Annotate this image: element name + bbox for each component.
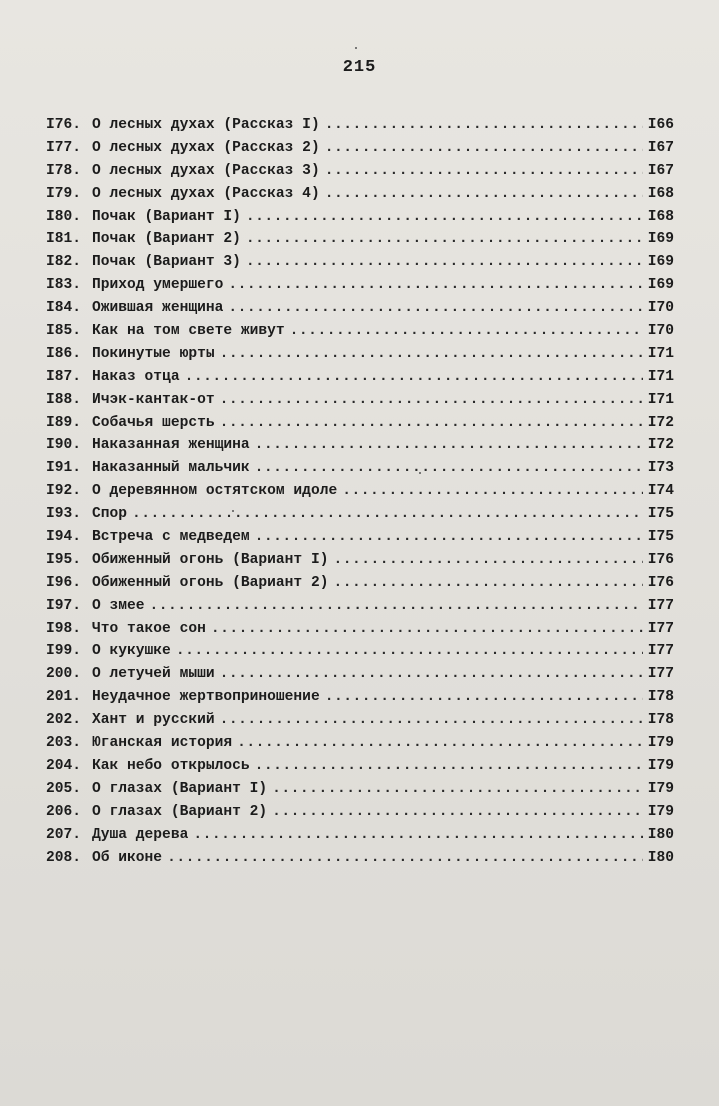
toc-entry-page: I67	[647, 139, 674, 156]
toc-entry-title: Собачья шерсть	[92, 414, 215, 431]
toc-entry	[46, 804, 674, 827]
toc-dot-leader	[255, 529, 643, 545]
toc-entry-number: I94.	[46, 529, 82, 546]
toc-entry-page: I71	[647, 391, 674, 408]
toc-entry	[46, 712, 674, 735]
toc-entry	[46, 460, 674, 483]
toc-entry-number: 208.	[46, 849, 82, 866]
toc-entry-page: I79	[647, 735, 674, 752]
toc-entry-title: Обиженный огонь (Вариант I)	[92, 551, 329, 568]
toc-entry	[46, 186, 674, 209]
toc-entry	[46, 575, 674, 598]
toc-entry	[46, 277, 674, 300]
toc-entry-page: I70	[647, 323, 674, 340]
toc-entry-page: I80	[647, 849, 674, 866]
toc-entry	[46, 850, 674, 873]
toc-entry	[46, 529, 674, 552]
toc-dot-leader	[237, 735, 643, 751]
toc-entry-title: О деревянном остятском идоле	[92, 483, 338, 500]
toc-entry-page: I77	[647, 666, 674, 683]
print-speck	[419, 472, 421, 474]
toc-dot-leader	[272, 804, 643, 820]
toc-entry-page: I69	[647, 254, 674, 271]
toc-entry-number: I90.	[46, 437, 82, 454]
toc-entry-number: I87.	[46, 368, 82, 385]
toc-entry	[46, 598, 674, 621]
toc-entry-number: I76.	[46, 117, 82, 133]
toc-entry-number: I78.	[46, 162, 82, 179]
toc-entry	[46, 369, 674, 392]
toc-entry	[46, 117, 674, 140]
toc-entry-page: I78	[647, 712, 674, 729]
toc-entry-title: О летучей мыши	[92, 666, 215, 683]
toc-entry	[46, 483, 674, 506]
toc-entry-title: Спор	[92, 506, 128, 523]
toc-entry	[46, 209, 674, 232]
toc-entry-number: 203.	[46, 735, 82, 752]
toc-entry-number: 200.	[46, 666, 82, 683]
toc-entry-title: О глазах (Вариант I)	[92, 780, 268, 797]
toc-entry	[46, 254, 674, 277]
toc-dot-leader	[220, 666, 643, 682]
toc-dot-leader	[333, 575, 642, 591]
toc-dot-leader	[228, 300, 642, 316]
toc-entry-page: I69	[647, 277, 674, 294]
toc-entry-number: I86.	[46, 345, 82, 362]
toc-entry-page: I77	[647, 597, 674, 614]
toc-dot-leader	[185, 369, 643, 385]
toc-entry	[46, 346, 674, 369]
page-number: 215	[342, 58, 377, 77]
toc-entry-title: Как небо открылось	[92, 757, 250, 774]
toc-dot-leader	[325, 689, 643, 705]
toc-entry-page: I79	[647, 757, 674, 774]
toc-dot-leader	[246, 254, 643, 270]
toc-entry	[46, 643, 674, 666]
toc-dot-leader	[150, 598, 643, 614]
toc-entry-page: I75	[647, 529, 674, 546]
toc-entry-title: Почак (Вариант 3)	[92, 254, 241, 271]
toc-entry-number: 206.	[46, 803, 82, 820]
toc-entry-title: Встреча с медведем	[92, 529, 250, 546]
toc-entry-page: I78	[647, 689, 674, 706]
toc-dot-leader	[333, 552, 642, 568]
toc-entry-title: Неудачное жертвоприношение	[92, 689, 320, 706]
toc-entry-page: I73	[647, 460, 674, 477]
toc-entry-number: I80.	[46, 208, 82, 225]
toc-entry-number: 207.	[46, 826, 82, 843]
toc-dot-leader	[342, 483, 643, 499]
toc-entry-title: Душа дерева	[92, 826, 189, 843]
toc-entry-number: I97.	[46, 597, 82, 614]
toc-entry-title: О лесных духах (Рассказ 3)	[92, 162, 320, 179]
toc-entry-title: О кукушке	[92, 643, 171, 660]
toc-entry	[46, 415, 674, 438]
toc-entry-page: I68	[647, 208, 674, 225]
toc-entry-title: Ичэк-кантак-от	[92, 391, 215, 408]
toc-entry-page: I77	[647, 620, 674, 637]
toc-entry-number: I98.	[46, 620, 82, 637]
toc-dot-leader	[325, 186, 643, 202]
toc-entry-number: 205.	[46, 780, 82, 797]
toc-entry-number: I89.	[46, 414, 82, 431]
print-speck	[232, 510, 234, 512]
toc-entry-title: Почак (Вариант I)	[92, 208, 241, 225]
toc-entry-title: О змее	[92, 597, 145, 614]
toc-entry	[46, 231, 674, 254]
toc-entry-number: 202.	[46, 712, 82, 729]
toc-entry-title: Покинутые юрты	[92, 345, 215, 362]
toc-dot-leader	[246, 209, 643, 225]
toc-entry-number: 201.	[46, 689, 82, 706]
toc-entry	[46, 758, 674, 781]
toc-dot-leader	[255, 758, 643, 774]
toc-entry-title: Что такое сон	[92, 620, 206, 637]
toc-entry-title: Наказ отца	[92, 368, 180, 385]
toc-entry	[46, 666, 674, 689]
toc-entry-page: I72	[647, 437, 674, 454]
toc-entry	[46, 689, 674, 712]
toc-dot-leader	[272, 781, 643, 797]
toc-entry-number: I79.	[46, 185, 82, 202]
toc-dot-leader	[325, 163, 643, 179]
toc-dot-leader	[167, 850, 643, 866]
toc-entry-title: Об иконе	[92, 849, 163, 866]
toc-entry-title: О глазах (Вариант 2)	[92, 803, 268, 820]
toc-entry-number: I82.	[46, 254, 82, 271]
toc-entry-page: I69	[647, 231, 674, 248]
toc-dot-leader	[255, 460, 643, 476]
toc-entry-page: I70	[647, 300, 674, 317]
toc-entry-number: I77.	[46, 139, 82, 156]
toc-entry	[46, 163, 674, 186]
toc-dot-leader	[290, 323, 643, 339]
toc-entry	[46, 506, 674, 529]
toc-dot-leader	[176, 643, 643, 659]
toc-entry-number: I83.	[46, 277, 82, 294]
toc-entry	[46, 621, 674, 644]
toc-dot-leader	[325, 140, 643, 156]
toc-entry-page: I76	[647, 574, 674, 591]
toc-entry-title: Юганская история	[92, 735, 233, 752]
toc-entry-title: Наказанный мальчик	[92, 460, 250, 477]
toc-dot-leader	[193, 827, 642, 843]
toc-entry	[46, 300, 674, 323]
toc-dot-leader	[211, 621, 643, 637]
toc-entry-page: I74	[647, 483, 674, 500]
toc-entry-page: I79	[647, 803, 674, 820]
toc-entry	[46, 552, 674, 575]
toc-entry	[46, 140, 674, 163]
toc-entry-title: Как на том свете живут	[92, 323, 285, 340]
toc-entry-title: Наказанная женщина	[92, 437, 250, 454]
table-of-contents	[46, 117, 674, 872]
toc-entry-number: I91.	[46, 460, 82, 477]
toc-dot-leader	[255, 437, 643, 453]
toc-entry-page: I75	[647, 506, 674, 523]
toc-dot-leader	[132, 506, 643, 522]
toc-entry-page: I76	[647, 551, 674, 568]
toc-dot-leader	[325, 117, 643, 133]
toc-dot-leader	[220, 415, 643, 431]
toc-entry-title: О лесных духах (Рассказ 2)	[92, 139, 320, 156]
toc-dot-leader	[228, 277, 642, 293]
toc-entry	[46, 735, 674, 758]
toc-entry-title: Хант и русский	[92, 712, 215, 729]
toc-entry-number: I95.	[46, 551, 82, 568]
toc-dot-leader	[246, 231, 643, 247]
print-speck	[355, 47, 357, 49]
toc-entry-page: I68	[647, 185, 674, 202]
toc-entry-page: I71	[647, 345, 674, 362]
toc-entry	[46, 392, 674, 415]
toc-entry-title: Обиженный огонь (Вариант 2)	[92, 574, 329, 591]
toc-entry-page: I72	[647, 414, 674, 431]
toc-entry-title: Ожившая женщина	[92, 300, 224, 317]
toc-entry	[46, 827, 674, 850]
toc-entry-page: I66	[647, 117, 674, 133]
toc-dot-leader	[220, 346, 643, 362]
toc-entry-number: I99.	[46, 643, 82, 660]
toc-entry	[46, 781, 674, 804]
toc-entry-number: I85.	[46, 323, 82, 340]
toc-entry-number: I93.	[46, 506, 82, 523]
toc-entry-number: I81.	[46, 231, 82, 248]
toc-entry-title: О лесных духах (Рассказ 4)	[92, 185, 320, 202]
toc-dot-leader	[220, 392, 643, 408]
toc-entry-number: I92.	[46, 483, 82, 500]
toc-entry-title: Приход умершего	[92, 277, 224, 294]
toc-dot-leader	[220, 712, 643, 728]
toc-entry-page: I77	[647, 643, 674, 660]
toc-entry-page: I80	[647, 826, 674, 843]
toc-entry-number: I88.	[46, 391, 82, 408]
toc-entry	[46, 437, 674, 460]
toc-entry-title: Почак (Вариант 2)	[92, 231, 241, 248]
toc-entry-number: I96.	[46, 574, 82, 591]
toc-entry-page: I79	[647, 780, 674, 797]
toc-entry	[46, 323, 674, 346]
toc-entry-number: I84.	[46, 300, 82, 317]
toc-entry-title: О лесных духах (Рассказ I)	[92, 117, 320, 133]
toc-entry-number: 204.	[46, 757, 82, 774]
toc-entry-page: I71	[647, 368, 674, 385]
toc-entry-page: I67	[647, 162, 674, 179]
